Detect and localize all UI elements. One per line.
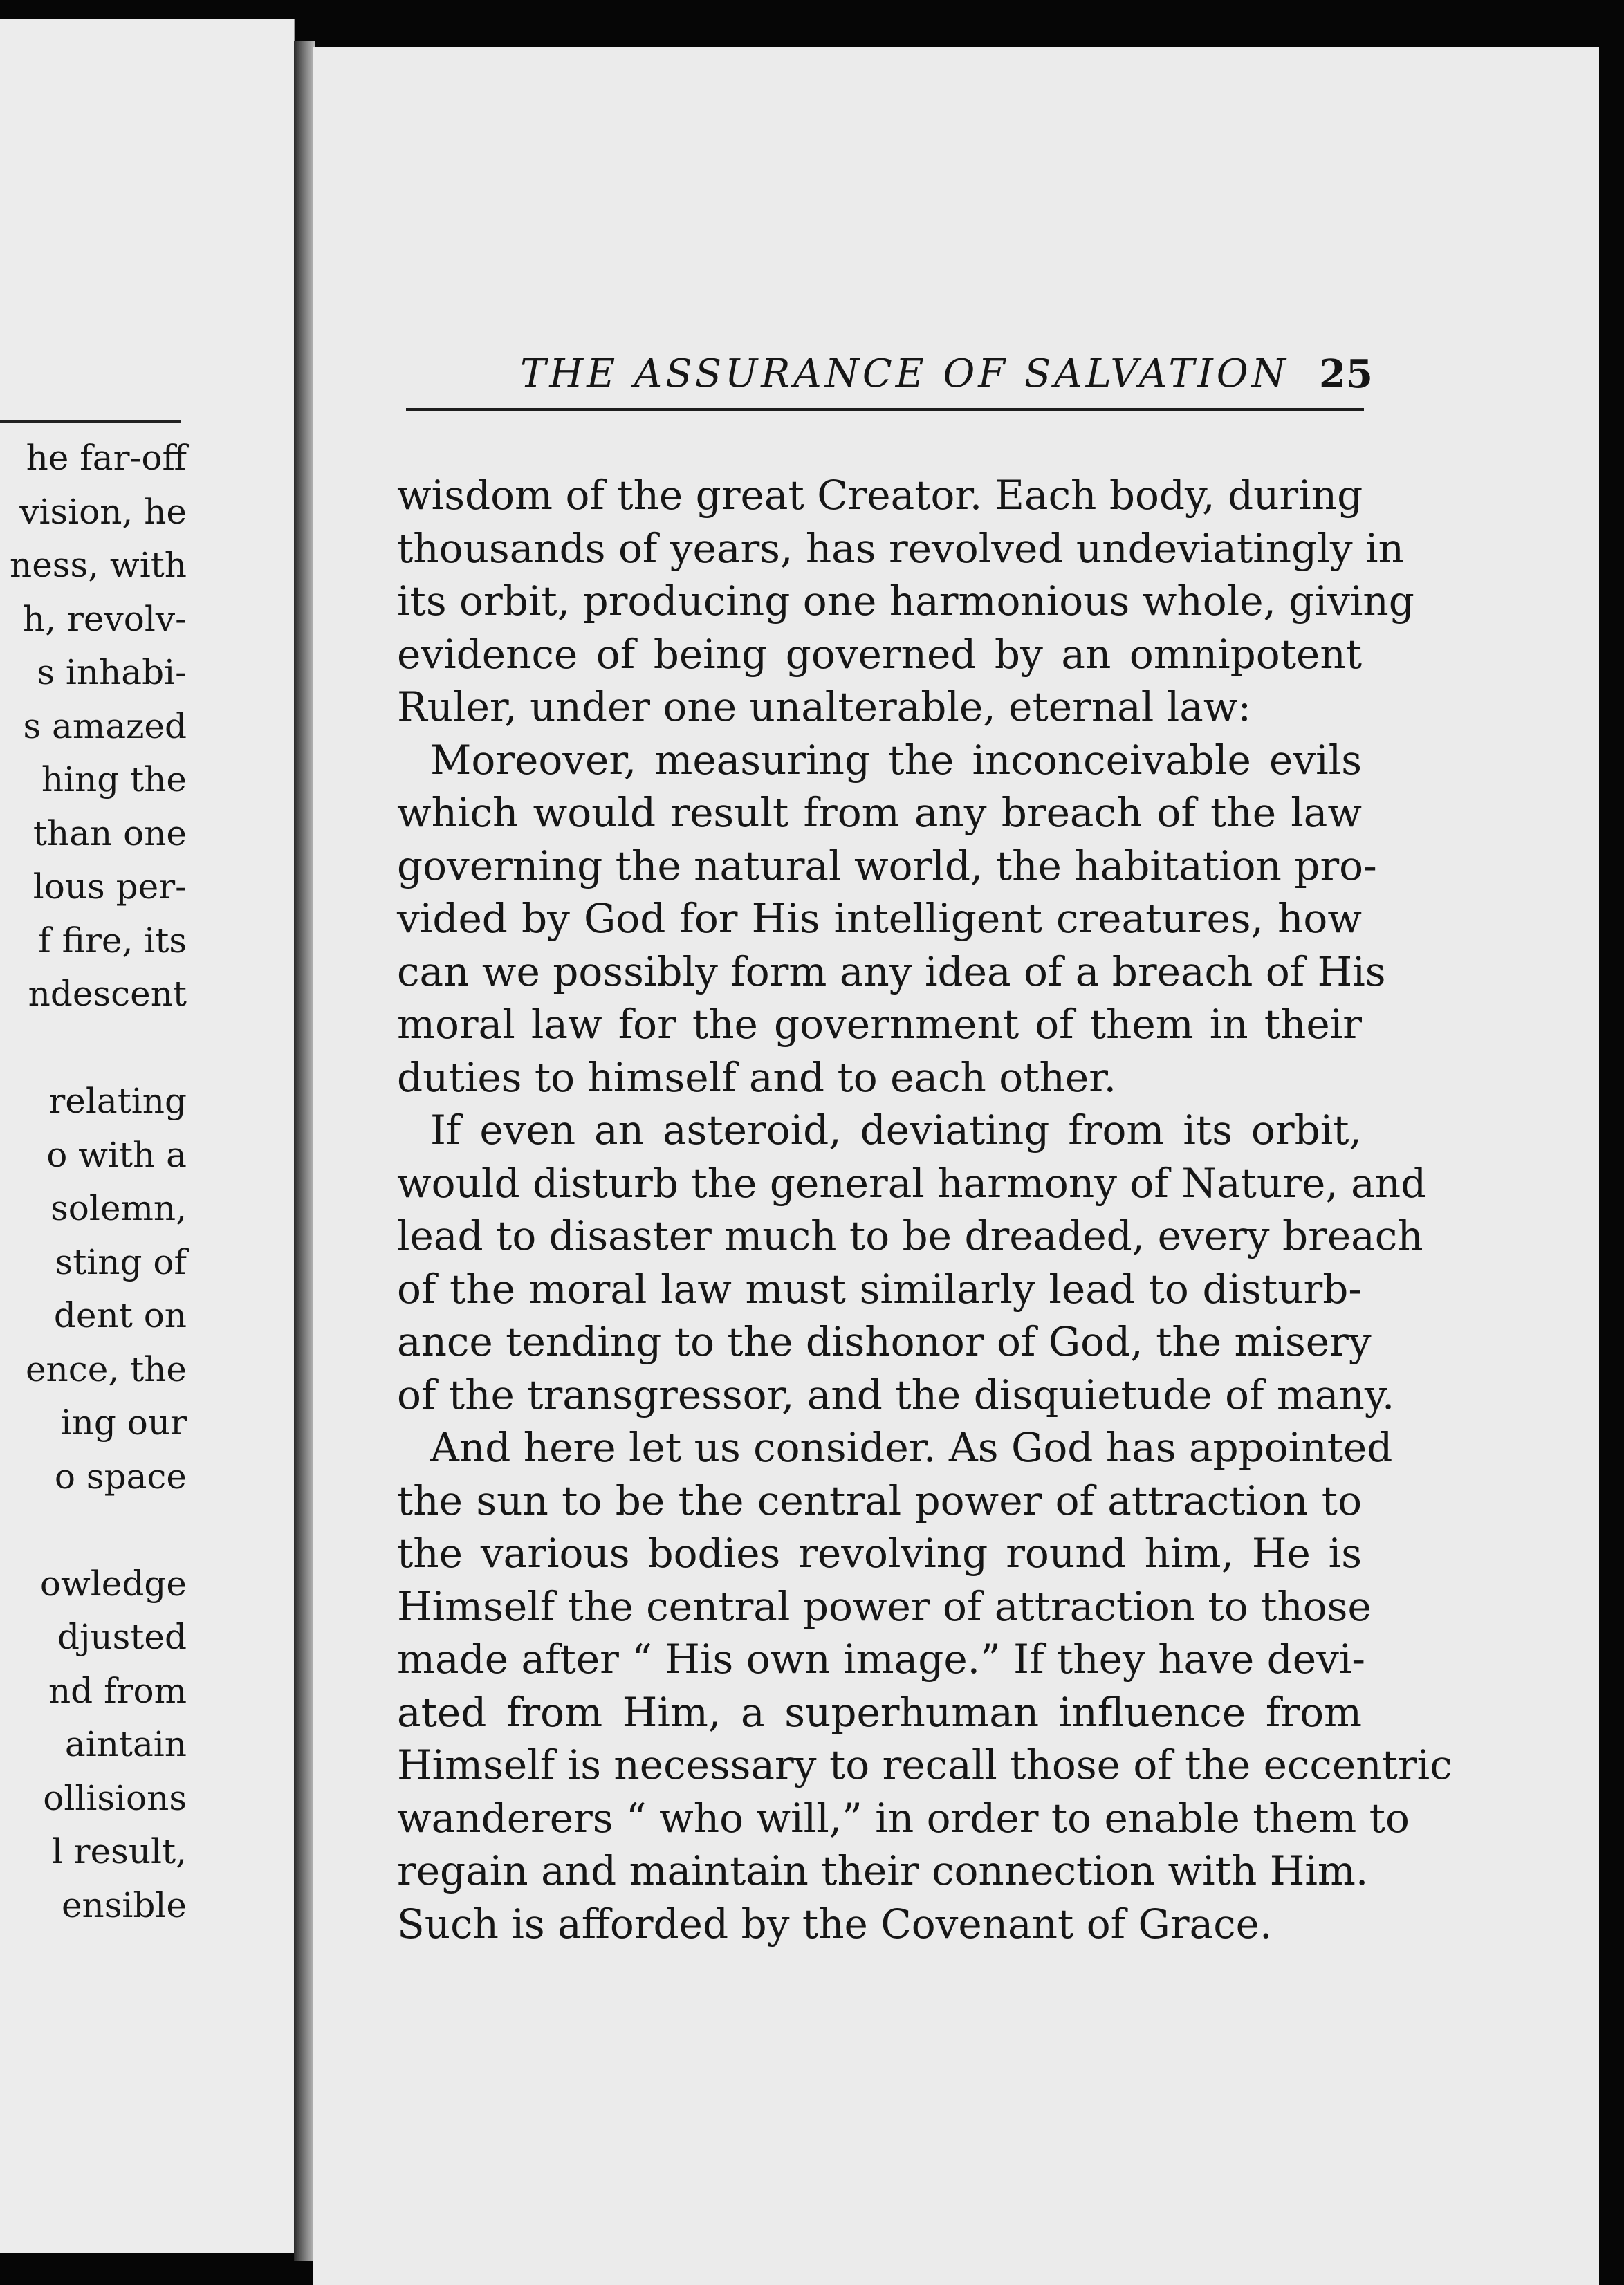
left-page-line: lous per- xyxy=(33,867,187,907)
left-page-line: aintain xyxy=(64,1724,187,1764)
right-page xyxy=(313,47,1599,2285)
left-page-line: djusted xyxy=(57,1617,187,1657)
left-page-line: s amazed xyxy=(23,705,187,746)
body-line: the various bodies revolving round him, He is xyxy=(397,1530,1362,1577)
body-line: wanderers “ who will,” in order to enable them to xyxy=(397,1794,1410,1842)
body-line: thousands of years, has revolved undeviatingly in xyxy=(397,524,1404,572)
body-line: Moreover, measuring the inconceivable evils xyxy=(430,736,1362,784)
body-line: vided by God for His intelligent creatures, how xyxy=(397,895,1362,942)
body-line: Himself the central power of attraction to those xyxy=(397,1582,1372,1630)
left-page-line: f fire, its xyxy=(38,920,187,961)
body-line: regain and maintain their connection with Him. xyxy=(397,1847,1369,1894)
body-line: Ruler, under one unalterable, eternal law: xyxy=(397,683,1252,730)
body-line: ance tending to the dishonor of God, the misery xyxy=(397,1318,1372,1365)
left-page-line: ing our xyxy=(60,1403,187,1443)
running-header xyxy=(313,351,1461,407)
body-line: ated from Him, a superhuman influence from xyxy=(397,1688,1362,1736)
header-rule xyxy=(406,408,1364,411)
body-line: And here let us consider. As God has appointed xyxy=(430,1424,1393,1471)
left-page-line: nd from xyxy=(48,1670,187,1711)
body-line: If even an asteroid, deviating from its orbit, xyxy=(430,1107,1362,1154)
body-line: can we possibly form any idea of a breach of His xyxy=(397,947,1386,995)
left-page-line: he far-off xyxy=(26,438,187,478)
left-page-line: s inhabi- xyxy=(37,652,187,692)
left-facing-page xyxy=(0,19,295,2253)
left-page-line: solemn, xyxy=(50,1188,187,1228)
body-line: the sun to be the central power of attraction to xyxy=(397,1477,1362,1524)
body-line: lead to disaster much to be dreaded, every breach xyxy=(397,1212,1423,1259)
left-page-line: o space xyxy=(54,1456,187,1497)
left-page-line: ence, the xyxy=(25,1349,187,1389)
body-line: of the moral law must similarly lead to disturb- xyxy=(397,1265,1362,1313)
body-line: evidence of being governed by an omnipotent xyxy=(397,630,1362,678)
running-title: THE ASSURANCE OF SALVATION xyxy=(520,351,1289,396)
body-line: Such is afforded by the Covenant of Grace. xyxy=(397,1900,1273,1948)
body-line: Himself is necessary to recall those of the eccentric xyxy=(397,1741,1452,1788)
body-line: would disturb the general harmony of Nature, and xyxy=(397,1159,1427,1207)
left-page-line: ollisions xyxy=(43,1777,187,1818)
book-gutter xyxy=(294,41,315,2261)
left-page-line: owledge xyxy=(39,1563,187,1604)
body-line: of the transgressor, and the disquietude of many. xyxy=(397,1371,1395,1418)
left-page-line: dent on xyxy=(53,1295,187,1335)
left-page-line: vision, he xyxy=(19,491,187,532)
left-page-line: h, revolv- xyxy=(23,598,187,639)
body-line: which would result from any breach of the law xyxy=(397,789,1362,836)
body-line: wisdom of the great Creator. Each body, during xyxy=(397,472,1363,519)
left-page-line: relating xyxy=(48,1081,187,1121)
body-line: moral law for the government of them in their xyxy=(397,1001,1362,1048)
left-page-line: sting of xyxy=(55,1241,187,1282)
left-page-line: o with a xyxy=(46,1134,187,1175)
left-page-line: ness, with xyxy=(10,545,187,585)
body-line: duties to himself and to each other. xyxy=(397,1053,1117,1101)
left-page-line: l result, xyxy=(51,1831,187,1871)
left-page-line: than one xyxy=(33,813,187,853)
left-page-line: ensible xyxy=(61,1885,187,1925)
left-page-rule xyxy=(0,420,181,423)
left-page-line: ndescent xyxy=(28,974,187,1014)
page-number: 25 xyxy=(1319,351,1373,397)
left-page-line: hing the xyxy=(41,759,187,799)
body-line: governing the natural world, the habitation pro- xyxy=(397,842,1377,889)
body-line: made after “ His own image.” If they have devi- xyxy=(397,1636,1366,1683)
body-line: its orbit, producing one harmonious whole, giving xyxy=(397,577,1414,625)
